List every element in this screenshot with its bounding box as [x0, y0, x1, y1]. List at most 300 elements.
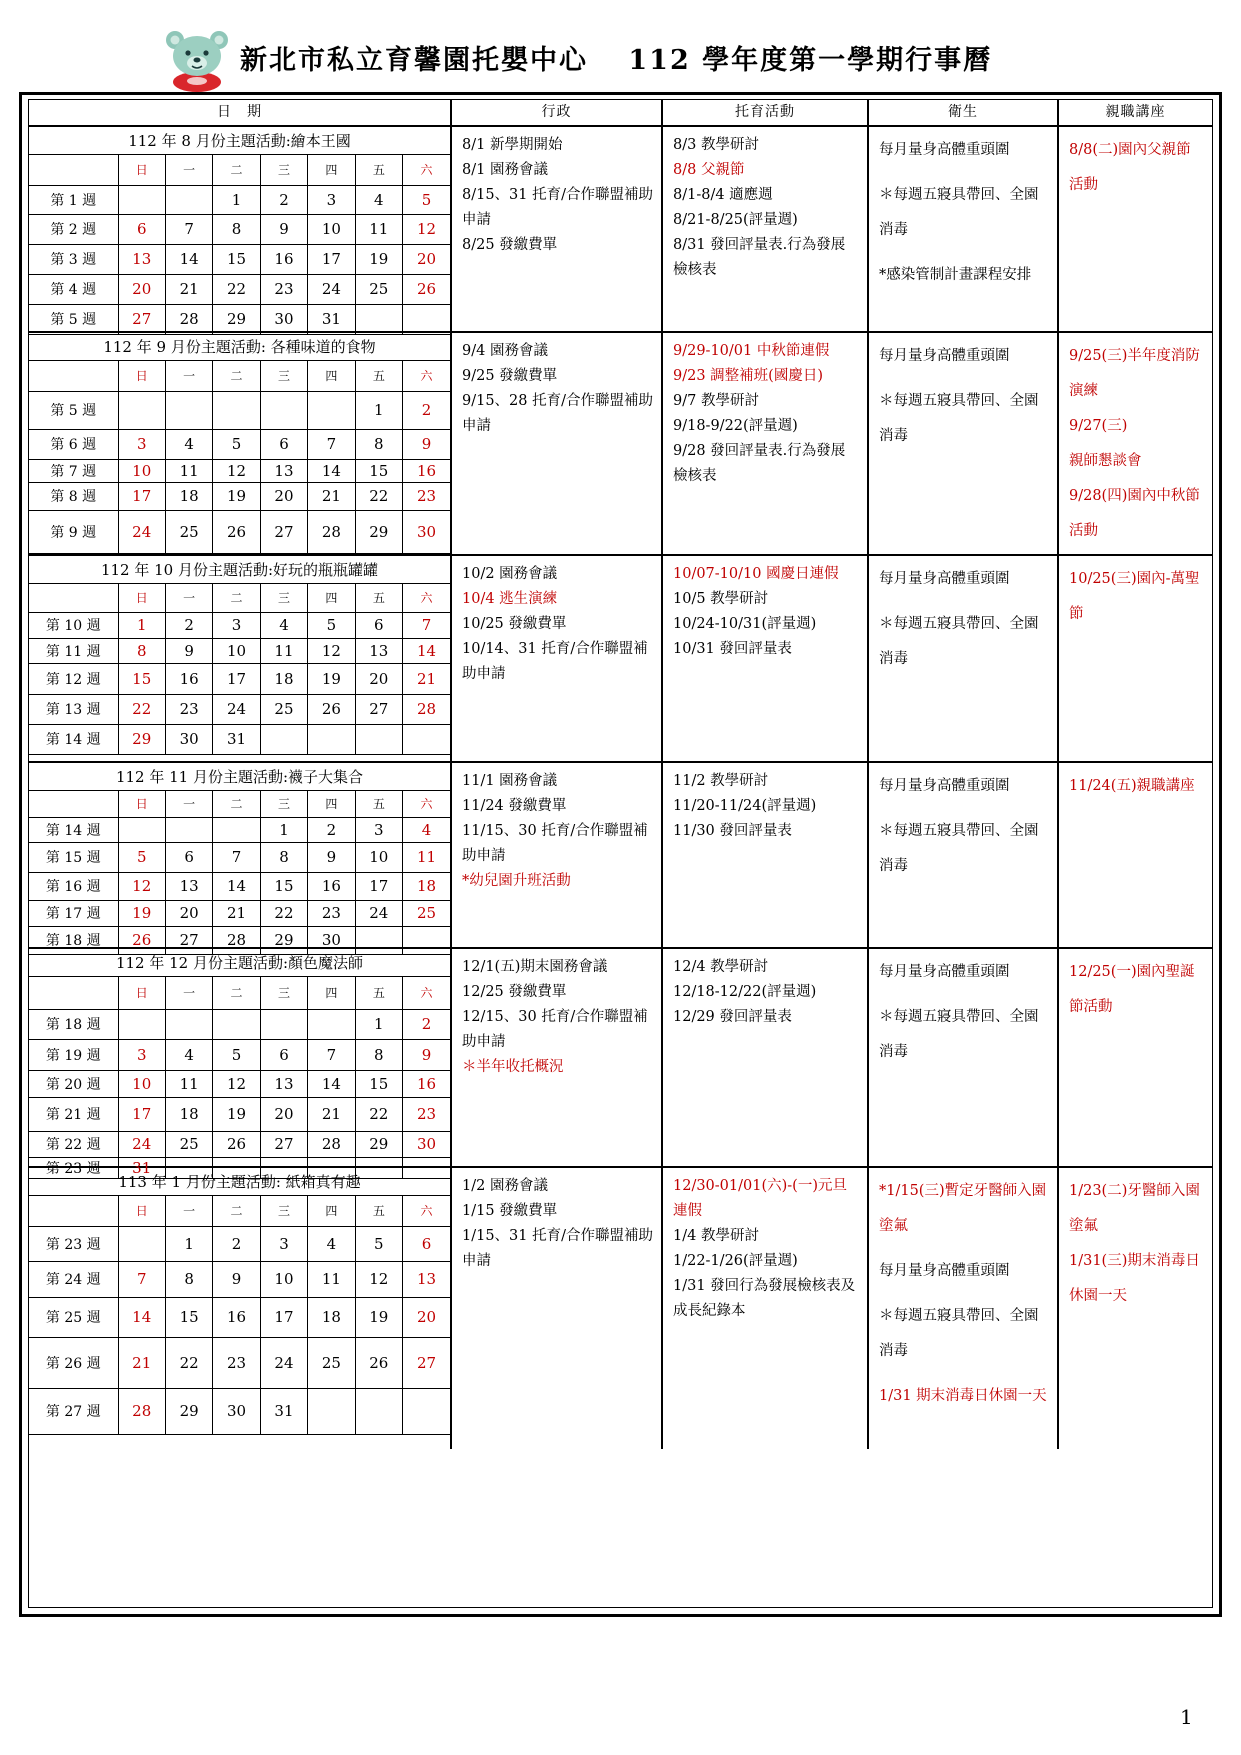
week-row [29, 694, 450, 724]
day-cell: 30 [308, 926, 355, 954]
day-cell [165, 391, 212, 429]
day-cell: 2 [213, 1226, 260, 1261]
day-cell: 10 [213, 638, 260, 663]
month-calendar [29, 763, 452, 947]
weekday-header: 五 [355, 361, 402, 391]
week-row [29, 1009, 450, 1039]
day-cell [308, 1388, 355, 1434]
weekday-header: 六 [403, 1196, 450, 1226]
month-grid [29, 1196, 450, 1435]
week-row [29, 1039, 450, 1070]
day-cell: 12 [403, 214, 450, 244]
week-label: 第 8 週 [29, 482, 118, 510]
day-cell: 21 [308, 482, 355, 510]
day-cell: 6 [355, 612, 402, 638]
day-cell: 22 [213, 274, 260, 304]
day-cell: 29 [118, 724, 165, 754]
day-cell: 21 [213, 900, 260, 926]
day-cell: 12 [213, 459, 260, 482]
parenting-entry: 9/27(三) [1069, 418, 1128, 434]
calendar-frame [19, 92, 1222, 1617]
day-cell: 14 [403, 638, 450, 663]
month-theme-title: 112 年 9 月份主題活動: 各種味道的食物 [29, 333, 450, 361]
week-label: 第 24 週 [29, 1261, 118, 1297]
day-cell: 9 [403, 1039, 450, 1070]
admin-entry: 10/14、31 托育/合作聯盟補助申請 [462, 641, 648, 682]
activities-entry: 9/29-10/01 中秋節連假 [673, 343, 830, 359]
day-cell: 19 [355, 244, 402, 274]
admin-entry: 8/25 發繳費單 [462, 237, 558, 253]
day-cell: 13 [260, 1070, 307, 1097]
day-cell: 30 [213, 1388, 260, 1434]
day-cell: 25 [403, 900, 450, 926]
week-label: 第 13 週 [29, 694, 118, 724]
day-cell: 16 [403, 1070, 450, 1097]
day-cell: 20 [260, 1097, 307, 1131]
page-header [0, 20, 1241, 100]
activities-entry: 8/3 教學研討 [673, 137, 759, 153]
activities-entry: 8/21-8/25(評量週) [673, 212, 798, 228]
day-cell: 24 [308, 274, 355, 304]
week-row [29, 214, 450, 244]
parenting-entry: 9/28(四)園內中秋節活動 [1069, 488, 1200, 539]
weekday-header: 日 [118, 977, 165, 1009]
day-cell: 31 [213, 724, 260, 754]
day-cell [165, 1009, 212, 1039]
day-cell: 16 [403, 459, 450, 482]
week-label-header [29, 1196, 118, 1226]
weekday-header: 五 [355, 155, 402, 185]
day-cell: 21 [118, 1337, 165, 1388]
day-cell: 28 [165, 304, 212, 334]
day-cell: 1 [118, 612, 165, 638]
activities-entry: 10/5 教學研討 [673, 591, 769, 607]
parenting-cell [1059, 556, 1212, 761]
week-row [29, 1097, 450, 1131]
day-cell: 26 [118, 926, 165, 954]
hygiene-cell [869, 556, 1059, 761]
weekday-header: 五 [355, 791, 402, 817]
day-cell: 15 [118, 663, 165, 694]
week-row [29, 872, 450, 900]
day-cell: 27 [260, 510, 307, 553]
weekday-header: 六 [403, 977, 450, 1009]
day-cell [213, 817, 260, 842]
day-cell [260, 391, 307, 429]
weekday-header: 一 [165, 1196, 212, 1226]
day-cell [308, 391, 355, 429]
hygiene-entry: ＊每週五寢具帶回、全園消毒 [879, 823, 1039, 874]
activities-cell [663, 763, 869, 947]
day-cell [355, 1388, 402, 1434]
weekday-header: 二 [213, 1196, 260, 1226]
hygiene-entry: ＊每週五寢具帶回、全園消毒 [879, 616, 1039, 667]
week-label: 第 27 週 [29, 1388, 118, 1434]
activities-cell [663, 1168, 869, 1449]
day-cell: 17 [118, 1097, 165, 1131]
day-cell: 28 [308, 1131, 355, 1157]
day-cell [355, 724, 402, 754]
day-cell: 23 [165, 694, 212, 724]
week-row [29, 817, 450, 842]
day-cell [403, 304, 450, 334]
day-cell: 27 [260, 1131, 307, 1157]
day-cell: 11 [165, 459, 212, 482]
day-cell: 26 [213, 510, 260, 553]
hygiene-entry: ＊每週五寢具帶回、全園消毒 [879, 1009, 1039, 1060]
activities-entry: 10/07-10/10 國慶日連假 [673, 566, 839, 582]
day-cell: 28 [308, 510, 355, 553]
activities-entry: 8/31 發回評量表.行為發展檢核表 [673, 237, 846, 278]
day-cell [118, 817, 165, 842]
day-cell: 18 [403, 872, 450, 900]
day-cell: 23 [403, 482, 450, 510]
parenting-cell [1059, 333, 1212, 554]
day-cell: 20 [355, 663, 402, 694]
bear-logo-icon [160, 28, 234, 94]
weekday-header: 二 [213, 791, 260, 817]
activities-entry: 1/4 教學研討 [673, 1228, 759, 1244]
column-header-date: 日 期 [29, 100, 452, 127]
weekday-header: 三 [260, 791, 307, 817]
weekday-header: 三 [260, 155, 307, 185]
activities-entry: 11/30 發回評量表 [673, 823, 792, 839]
week-label: 第 3 週 [29, 244, 118, 274]
day-cell: 1 [355, 1009, 402, 1039]
admin-entry: 12/25 發繳費單 [462, 984, 567, 1000]
weekday-header: 四 [308, 977, 355, 1009]
day-cell: 14 [118, 1297, 165, 1337]
activities-cell [663, 556, 869, 761]
day-cell: 6 [118, 214, 165, 244]
activities-cell [663, 949, 869, 1166]
admin-cell [452, 1168, 663, 1449]
day-cell: 3 [118, 1039, 165, 1070]
day-cell: 24 [118, 510, 165, 553]
hygiene-entry: 每月量身高體重頭圍 [879, 1263, 1010, 1279]
week-row [29, 612, 450, 638]
day-cell: 3 [355, 817, 402, 842]
admin-entry: 1/2 園務會議 [462, 1178, 548, 1194]
week-label: 第 23 週 [29, 1226, 118, 1261]
day-cell: 16 [308, 872, 355, 900]
day-cell [213, 1009, 260, 1039]
hygiene-entry: ＊每週五寢具帶回、全園消毒 [879, 393, 1039, 444]
week-label: 第 21 週 [29, 1097, 118, 1131]
admin-entry: 10/25 發繳費單 [462, 616, 567, 632]
hygiene-entry: 每月量身高體重頭圍 [879, 964, 1010, 980]
week-row [29, 429, 450, 459]
hygiene-entry: *1/15(三)暫定牙醫師入園塗氟 [879, 1183, 1047, 1234]
day-cell [308, 724, 355, 754]
day-cell: 29 [355, 1131, 402, 1157]
month-grid [29, 791, 450, 955]
activities-entry: 12/30-01/01(六)-(一)元旦連假 [673, 1178, 847, 1219]
week-row [29, 1297, 450, 1337]
week-label: 第 12 週 [29, 663, 118, 694]
column-header-parenting: 親職講座 [1059, 100, 1212, 127]
day-cell: 19 [213, 482, 260, 510]
month-calendar [29, 556, 452, 761]
month-calendar [29, 949, 452, 1177]
admin-entry: 8/1 園務會議 [462, 162, 548, 178]
day-cell [260, 1009, 307, 1039]
day-cell: 27 [118, 304, 165, 334]
day-cell: 6 [165, 842, 212, 872]
admin-cell [452, 333, 663, 554]
hygiene-cell [869, 127, 1059, 331]
week-label: 第 25 週 [29, 1297, 118, 1337]
day-cell: 29 [213, 304, 260, 334]
day-cell: 20 [165, 900, 212, 926]
weekday-header: 五 [355, 584, 402, 612]
activities-entry: 9/28 發回評量表.行為發展檢核表 [673, 443, 846, 484]
activities-entry: 1/31 發回行為發展檢核表及成長紀錄本 [673, 1278, 856, 1319]
admin-entry: 12/15、30 托育/合作聯盟補助申請 [462, 1009, 648, 1050]
day-cell: 14 [165, 244, 212, 274]
admin-entry: 11/15、30 托育/合作聯盟補助申請 [462, 823, 648, 864]
day-cell: 15 [355, 459, 402, 482]
day-cell [118, 1009, 165, 1039]
day-cell: 15 [260, 872, 307, 900]
parenting-cell [1059, 127, 1212, 331]
admin-entry: 10/4 逃生演練 [462, 591, 558, 607]
week-label: 第 1 週 [29, 185, 118, 214]
admin-entry: 1/15、31 托育/合作聯盟補助申請 [462, 1228, 654, 1269]
activities-entry: 11/2 教學研討 [673, 773, 769, 789]
day-cell: 9 [403, 429, 450, 459]
month-calendar [29, 333, 452, 554]
day-cell [165, 185, 212, 214]
day-cell: 25 [355, 274, 402, 304]
week-label: 第 15 週 [29, 842, 118, 872]
day-cell: 14 [213, 872, 260, 900]
week-label: 第 23 週 [29, 1157, 118, 1178]
day-cell: 18 [308, 1297, 355, 1337]
day-cell: 8 [260, 842, 307, 872]
day-cell: 12 [213, 1070, 260, 1097]
admin-entry: 8/1 新學期開始 [462, 137, 563, 153]
day-cell: 22 [165, 1337, 212, 1388]
month-theme-title: 112 年 11 月份主題活動:襪子大集合 [29, 763, 450, 791]
day-cell: 30 [403, 1131, 450, 1157]
day-cell: 4 [260, 612, 307, 638]
activities-entry: 9/18-9/22(評量週) [673, 418, 798, 434]
activities-cell [663, 333, 869, 554]
day-cell: 2 [308, 817, 355, 842]
day-cell: 14 [308, 1070, 355, 1097]
admin-entry: ＊半年收托概況 [462, 1059, 564, 1075]
day-cell: 13 [118, 244, 165, 274]
week-label-header [29, 584, 118, 612]
day-cell: 30 [260, 304, 307, 334]
week-label: 第 14 週 [29, 724, 118, 754]
day-cell: 17 [213, 663, 260, 694]
week-row [29, 1261, 450, 1297]
admin-cell [452, 763, 663, 947]
weekday-header: 四 [308, 1196, 355, 1226]
weekday-header: 日 [118, 155, 165, 185]
day-cell: 2 [403, 1009, 450, 1039]
weekday-header: 二 [213, 977, 260, 1009]
day-cell: 25 [308, 1337, 355, 1388]
day-cell: 20 [403, 244, 450, 274]
day-cell: 1 [355, 391, 402, 429]
day-cell [403, 724, 450, 754]
day-cell: 7 [403, 612, 450, 638]
day-cell [355, 304, 402, 334]
day-cell: 6 [260, 429, 307, 459]
week-row [29, 459, 450, 482]
day-cell: 14 [308, 459, 355, 482]
day-cell: 3 [118, 429, 165, 459]
day-cell: 9 [260, 214, 307, 244]
day-cell: 31 [118, 1157, 165, 1178]
day-cell: 24 [355, 900, 402, 926]
day-cell: 19 [308, 663, 355, 694]
week-label-header [29, 791, 118, 817]
day-cell: 9 [213, 1261, 260, 1297]
month-section [29, 127, 1212, 333]
day-cell: 18 [165, 1097, 212, 1131]
page-title: 新北市私立育馨園托嬰中心 112 學年度第一學期行事曆 [240, 45, 993, 76]
weekday-header: 五 [355, 977, 402, 1009]
week-row [29, 1337, 450, 1388]
weekday-header: 三 [260, 361, 307, 391]
weekday-header: 二 [213, 361, 260, 391]
week-row [29, 663, 450, 694]
month-theme-title: 112 年 8 月份主題活動:繪本王國 [29, 127, 450, 155]
day-cell: 21 [165, 274, 212, 304]
day-cell: 15 [213, 244, 260, 274]
day-cell: 4 [308, 1226, 355, 1261]
day-cell: 4 [403, 817, 450, 842]
weekday-header: 一 [165, 155, 212, 185]
day-cell: 20 [118, 274, 165, 304]
day-cell: 5 [118, 842, 165, 872]
day-cell: 3 [308, 185, 355, 214]
day-cell: 8 [213, 214, 260, 244]
day-cell: 28 [213, 926, 260, 954]
day-cell: 2 [403, 391, 450, 429]
day-cell: 2 [260, 185, 307, 214]
day-cell: 5 [308, 612, 355, 638]
day-cell [118, 391, 165, 429]
day-cell: 22 [118, 694, 165, 724]
week-row [29, 274, 450, 304]
day-cell: 23 [213, 1337, 260, 1388]
weekday-header: 三 [260, 1196, 307, 1226]
day-cell: 4 [355, 185, 402, 214]
activities-entry: 9/23 調整補班(國慶日) [673, 368, 823, 384]
week-row [29, 842, 450, 872]
admin-entry: 10/2 園務會議 [462, 566, 558, 582]
day-cell: 15 [355, 1070, 402, 1097]
day-cell: 19 [355, 1297, 402, 1337]
day-cell: 26 [403, 274, 450, 304]
day-cell: 16 [165, 663, 212, 694]
admin-entry: *幼兒園升班活動 [462, 873, 571, 889]
hygiene-entry: 每月量身高體重頭圍 [879, 778, 1010, 794]
parenting-entry: 12/25(一)園內聖誕節活動 [1069, 964, 1195, 1015]
day-cell: 17 [118, 482, 165, 510]
activities-entry: 9/7 教學研討 [673, 393, 759, 409]
activities-entry: 10/24-10/31(評量週) [673, 616, 817, 632]
day-cell: 1 [165, 1226, 212, 1261]
week-row [29, 185, 450, 214]
weekday-header: 六 [403, 155, 450, 185]
calendar-table [28, 99, 1213, 1608]
parenting-cell [1059, 949, 1212, 1166]
day-cell: 5 [403, 185, 450, 214]
day-cell: 11 [260, 638, 307, 663]
day-cell: 20 [260, 482, 307, 510]
month-theme-title: 112 年 10 月份主題活動:好玩的瓶瓶罐罐 [29, 556, 450, 584]
week-label-header [29, 977, 118, 1009]
day-cell: 24 [118, 1131, 165, 1157]
day-cell: 23 [403, 1097, 450, 1131]
day-cell: 28 [403, 694, 450, 724]
day-cell: 18 [260, 663, 307, 694]
day-cell: 24 [260, 1337, 307, 1388]
day-cell: 29 [165, 1388, 212, 1434]
month-grid [29, 977, 450, 1179]
parenting-cell [1059, 1168, 1212, 1449]
day-cell: 12 [355, 1261, 402, 1297]
day-cell [118, 185, 165, 214]
week-label: 第 9 週 [29, 510, 118, 553]
day-cell: 1 [260, 817, 307, 842]
day-cell: 23 [308, 900, 355, 926]
activities-entry: 12/29 發回評量表 [673, 1009, 792, 1025]
day-cell [165, 817, 212, 842]
day-cell: 4 [165, 1039, 212, 1070]
month-calendar [29, 1168, 452, 1449]
day-cell: 10 [118, 1070, 165, 1097]
day-cell: 26 [355, 1337, 402, 1388]
admin-entry: 9/25 發繳費單 [462, 368, 558, 384]
day-cell: 31 [308, 304, 355, 334]
week-row [29, 900, 450, 926]
week-label: 第 5 週 [29, 304, 118, 334]
day-cell: 5 [213, 429, 260, 459]
admin-entry: 11/24 發繳費單 [462, 798, 567, 814]
weekday-header: 六 [403, 361, 450, 391]
parenting-entry: 8/8(二)園內父親節活動 [1069, 142, 1191, 193]
week-label: 第 5 週 [29, 391, 118, 429]
day-cell: 22 [355, 1097, 402, 1131]
day-cell: 8 [355, 1039, 402, 1070]
week-label: 第 6 週 [29, 429, 118, 459]
activities-entry: 8/8 父親節 [673, 162, 745, 178]
week-row [29, 510, 450, 553]
day-cell [213, 391, 260, 429]
day-cell: 7 [165, 214, 212, 244]
day-cell: 10 [308, 214, 355, 244]
hygiene-entry: ＊每週五寢具帶回、全園消毒 [879, 187, 1039, 238]
day-cell: 10 [260, 1261, 307, 1297]
activities-entry: 12/18-12/22(評量週) [673, 984, 817, 1000]
month-grid [29, 155, 450, 335]
week-label-header [29, 155, 118, 185]
week-label: 第 7 週 [29, 459, 118, 482]
day-cell: 11 [308, 1261, 355, 1297]
day-cell: 16 [213, 1297, 260, 1337]
weekday-header: 三 [260, 584, 307, 612]
day-cell: 12 [118, 872, 165, 900]
day-cell: 11 [355, 214, 402, 244]
day-cell [118, 1226, 165, 1261]
